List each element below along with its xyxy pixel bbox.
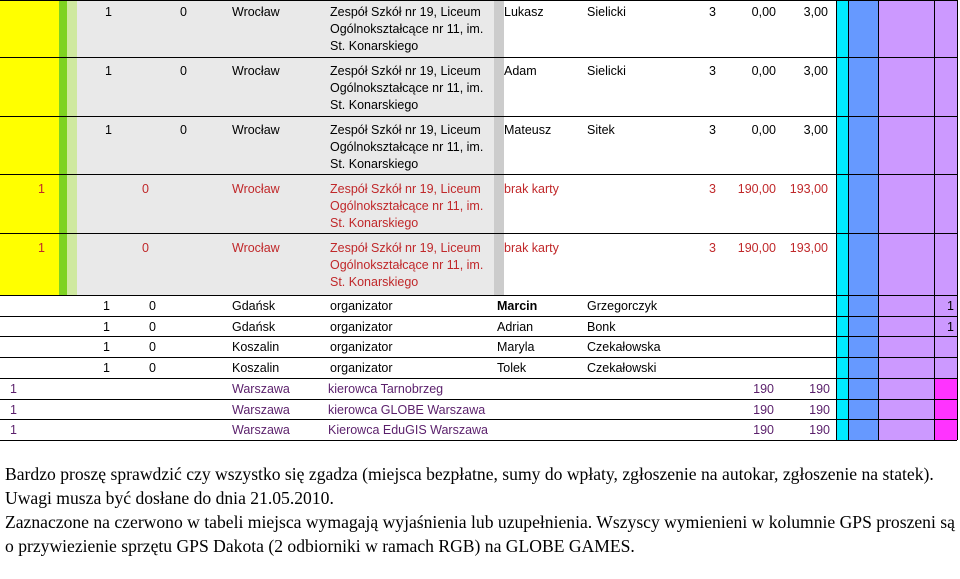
- grid-line: [0, 399, 957, 400]
- col-b: 0: [149, 320, 156, 334]
- col-a: 1: [38, 182, 45, 196]
- col-last-name: Sitek: [587, 123, 615, 137]
- grid-line: [0, 174, 957, 175]
- col-end: 1: [947, 299, 954, 313]
- stripe-lightgreen: [67, 0, 77, 295]
- col-first-name: brak karty: [504, 182, 559, 196]
- col-count: 3: [709, 5, 716, 19]
- col-a: 1: [105, 123, 112, 137]
- col-value-1: 190: [753, 423, 774, 437]
- col-city: Wrocław: [232, 123, 280, 137]
- col-value-1: 190: [753, 382, 774, 396]
- col-fee: 190,00: [737, 241, 776, 255]
- school-line-3: St. Konarskiego: [330, 98, 419, 112]
- school-line-2: Ogólnokształcące nr 11, im.: [330, 22, 484, 36]
- col-city: Koszalin: [232, 361, 280, 375]
- grid-line: [0, 357, 957, 358]
- col-value-2: 190: [809, 382, 830, 396]
- col-first-name: Adrian: [497, 320, 534, 334]
- col-sum: 3,00: [803, 5, 828, 19]
- col-last-name: Bonk: [587, 320, 616, 334]
- col-b: 0: [180, 64, 187, 78]
- school-line-1: Zespół Szkół nr 19, Liceum: [330, 64, 481, 78]
- col-city: Wrocław: [232, 5, 280, 19]
- col-fee: 0,00: [751, 5, 776, 19]
- col-a: 1: [105, 5, 112, 19]
- school-line-2: Ogólnokształcące nr 11, im.: [330, 140, 484, 154]
- col-a: 1: [103, 320, 110, 334]
- col-sum: 193,00: [789, 241, 828, 255]
- col-role: Kierowca EduGIS Warszawa: [328, 423, 489, 437]
- grid-line: [0, 233, 957, 234]
- col-count: 3: [709, 241, 716, 255]
- grid-line: [0, 295, 957, 296]
- col-fee: 0,00: [751, 123, 776, 137]
- col-count: 3: [709, 64, 716, 78]
- col-first-name: Mateusz: [504, 123, 552, 137]
- grid-line: [836, 0, 837, 440]
- stripe-blue: [848, 0, 878, 295]
- school-line-3: St. Konarskiego: [330, 275, 419, 289]
- col-role: organizator: [330, 320, 393, 334]
- col-city: Gdańsk: [232, 299, 276, 313]
- grid-line: [0, 419, 957, 420]
- col-value-2: 190: [809, 403, 830, 417]
- stripe-cyan: [836, 0, 848, 295]
- col-b: 0: [149, 299, 156, 313]
- school-line-3: St. Konarskiego: [330, 39, 419, 53]
- col-first-name: Maryla: [497, 340, 535, 354]
- col-first-name: brak karty: [504, 241, 559, 255]
- col-end: 1: [947, 320, 954, 334]
- col-first-name: Tolek: [497, 361, 527, 375]
- col-a: 1: [103, 361, 110, 375]
- col-role: organizator: [330, 361, 393, 375]
- col-last-name: Czekałowska: [587, 340, 661, 354]
- col-fee: 0,00: [751, 64, 776, 78]
- col-sum: 3,00: [803, 123, 828, 137]
- col-last-name: Sielicki: [587, 5, 626, 19]
- school-line-3: St. Konarskiego: [330, 157, 419, 171]
- col-role: organizator: [330, 340, 393, 354]
- col-b: 0: [149, 340, 156, 354]
- col-city: Warszawa: [232, 382, 290, 396]
- grid-line: [0, 0, 957, 1]
- col-a: 1: [103, 340, 110, 354]
- col-last-name: Sielicki: [587, 64, 626, 78]
- stripe-cyan-bottom: [836, 378, 848, 440]
- col-first-name: Lukasz: [504, 5, 544, 19]
- school-line-1: Zespół Szkół nr 19, Liceum: [330, 5, 481, 19]
- col-b: 0: [142, 241, 149, 255]
- col-a: 1: [10, 403, 17, 417]
- col-a: 1: [105, 64, 112, 78]
- col-city: Wrocław: [232, 64, 280, 78]
- col-count: 3: [709, 123, 716, 137]
- note-paragraph-2: Zaznaczone na czerwono w tabeli miejsca wymagają wyjaśnienia lub uzupełnienia. Wszyscy wymienieni w kolumnie GPS proszeni są o przywiezienie sprzętu GPS Dakota (2 odbiorniki w ramach RGB) na GLOBE GAMES.: [5, 512, 955, 556]
- col-a: 1: [10, 382, 17, 396]
- col-city: Wrocław: [232, 241, 280, 255]
- col-b: 0: [180, 5, 187, 19]
- col-city: Warszawa: [232, 403, 290, 417]
- col-first-name: Adam: [504, 64, 537, 78]
- stripe-magenta-bottom: [934, 378, 957, 440]
- col-city: Gdańsk: [232, 320, 276, 334]
- school-line-2: Ogólnokształcące nr 11, im.: [330, 258, 484, 272]
- grid-line: [848, 0, 849, 440]
- school-line-2: Ogólnokształcące nr 11, im.: [330, 199, 484, 213]
- grid-line: [957, 0, 958, 440]
- school-line-1: Zespół Szkół nr 19, Liceum: [330, 182, 481, 196]
- grid-line: [0, 116, 957, 117]
- col-city: Koszalin: [232, 340, 280, 354]
- col-b: 0: [149, 361, 156, 375]
- col-role: organizator: [330, 299, 393, 313]
- col-a: 1: [10, 423, 17, 437]
- stripe-grey-mid: [494, 0, 504, 295]
- note-paragraph-1: Bardzo proszę sprawdzić czy wszystko się zgadza (miejsca bezpłatne, sumy do wpłaty, zgłoszenie na autokar, zgłoszenie na statek). Uwagi musza być dosłane do dnia 21.05.2010.: [5, 464, 934, 508]
- col-city: Warszawa: [232, 423, 290, 437]
- col-sum: 193,00: [789, 182, 828, 196]
- note-text: [5, 462, 955, 558]
- grid-line: [0, 440, 957, 441]
- school-line-3: St. Konarskiego: [330, 216, 419, 230]
- grid-line: [0, 57, 957, 58]
- col-first-name: Marcin: [497, 299, 538, 313]
- col-last-name: Grzegorczyk: [587, 299, 658, 313]
- col-city: Wrocław: [232, 182, 280, 196]
- col-value-1: 190: [753, 403, 774, 417]
- stripe-blue-bottom: [848, 378, 878, 440]
- col-fee: 190,00: [737, 182, 776, 196]
- col-count: 3: [709, 182, 716, 196]
- school-line-2: Ogólnokształcące nr 11, im.: [330, 81, 484, 95]
- col-b: 0: [180, 123, 187, 137]
- stripe-violet: [878, 0, 957, 295]
- col-sum: 3,00: [803, 64, 828, 78]
- grid-line: [0, 316, 957, 317]
- grid-line: [0, 336, 957, 337]
- stripe-green: [59, 0, 67, 295]
- col-last-name: Czekałowski: [587, 361, 657, 375]
- grid-line: [878, 0, 879, 440]
- col-role: kierowca Tarnobrzeg: [328, 382, 444, 396]
- school-line-1: Zespół Szkół nr 19, Liceum: [330, 241, 481, 255]
- col-b: 0: [142, 182, 149, 196]
- col-value-2: 190: [809, 423, 830, 437]
- col-a: 1: [103, 299, 110, 313]
- school-line-1: Zespół Szkół nr 19, Liceum: [330, 123, 481, 137]
- grid-line: [0, 378, 957, 379]
- col-role: kierowca GLOBE Warszawa: [328, 403, 486, 417]
- grid-line: [934, 0, 935, 440]
- col-a: 1: [38, 241, 45, 255]
